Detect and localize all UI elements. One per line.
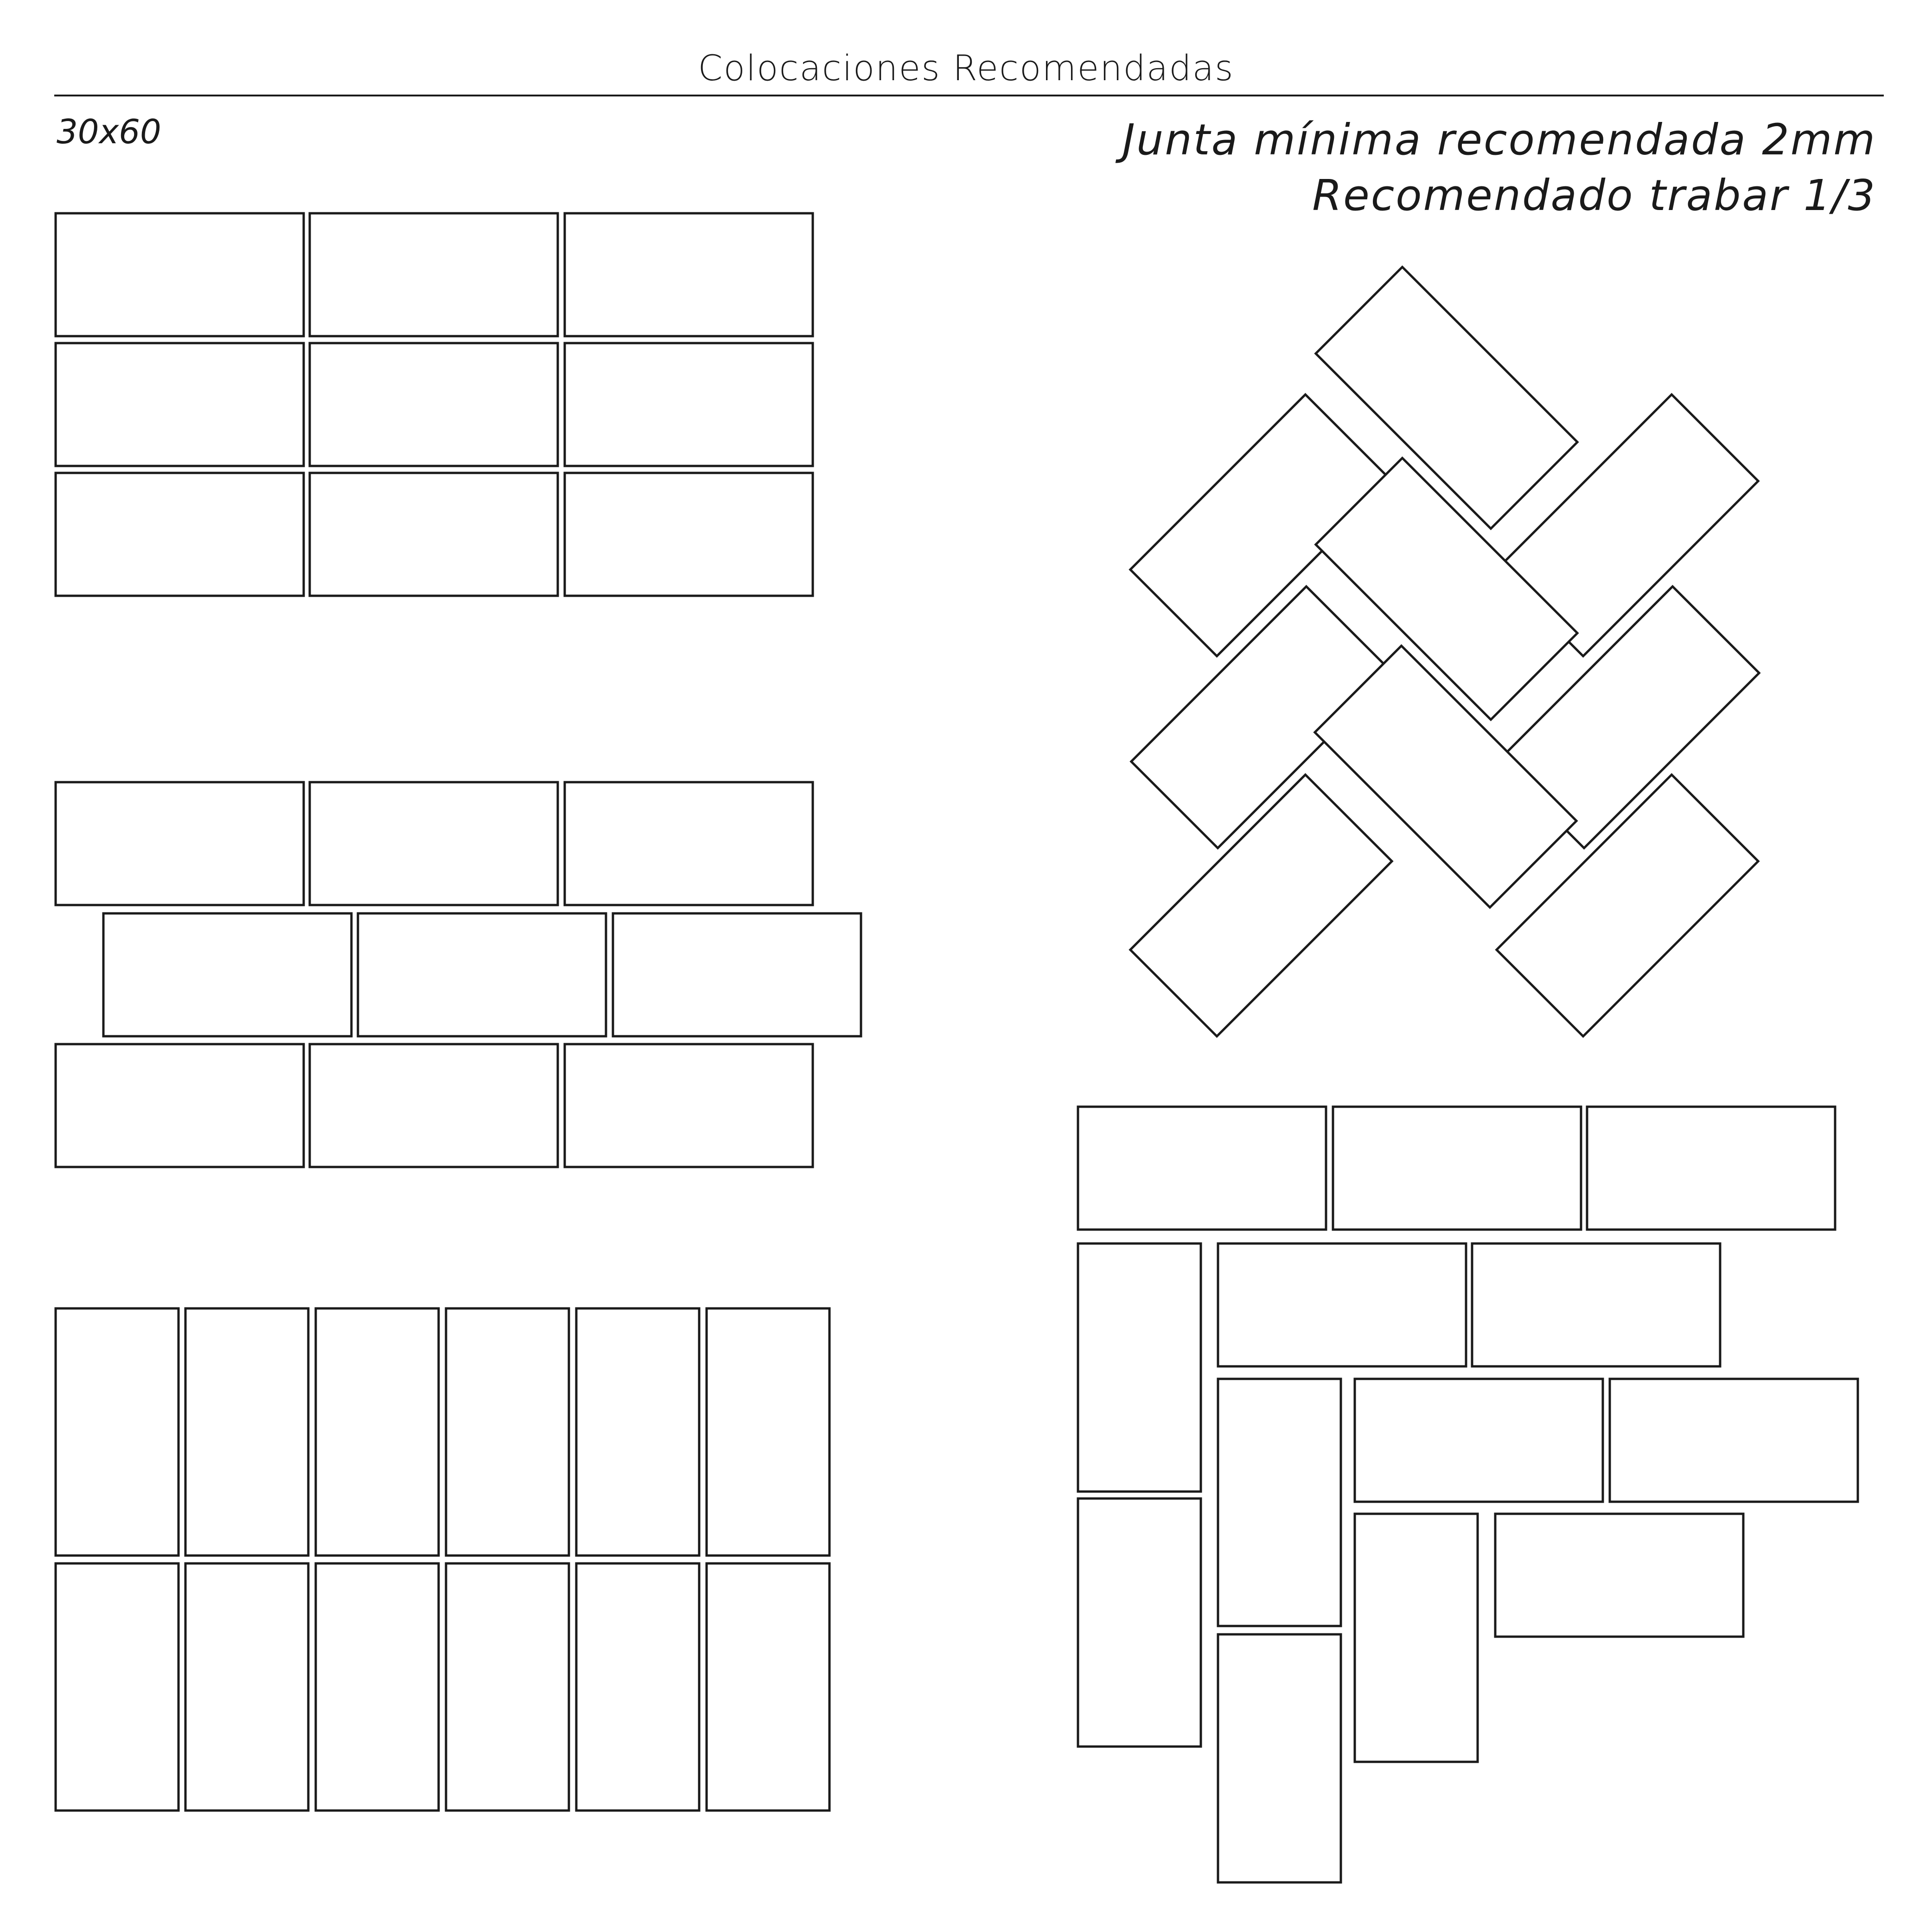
- tile: [316, 1308, 439, 1556]
- tile: [56, 343, 304, 466]
- page-title: Colocaciones Recomendadas: [698, 47, 1234, 89]
- tile: [56, 1308, 179, 1556]
- tile: [707, 1308, 829, 1556]
- tile: [707, 1563, 829, 1811]
- tile: [565, 213, 813, 336]
- tile: [310, 473, 558, 596]
- tile: [56, 213, 304, 336]
- tile: [1218, 1243, 1466, 1366]
- tile: [565, 343, 813, 466]
- tile: [1078, 1107, 1326, 1230]
- tile: [56, 782, 304, 905]
- tile: [1078, 1243, 1201, 1492]
- tile: [1218, 1634, 1341, 1882]
- tile: [613, 913, 861, 1036]
- tile: [185, 1563, 308, 1811]
- tile-size-label: 30x60: [57, 112, 161, 151]
- tile: [56, 1044, 304, 1167]
- tile: [565, 1044, 813, 1167]
- tile: [1610, 1379, 1858, 1502]
- tile: [576, 1308, 699, 1556]
- offset-note: Recomendado trabar 1/3: [1312, 171, 1876, 220]
- tile: [310, 213, 558, 336]
- herringbone-straight-pattern: [1078, 1107, 1858, 1882]
- tile: [446, 1308, 569, 1556]
- tile: [185, 1308, 308, 1556]
- tile: [1078, 1498, 1201, 1747]
- tile: [56, 1563, 179, 1811]
- tile: [310, 343, 558, 466]
- stack-bond-pattern: [56, 213, 813, 596]
- tile: [310, 1044, 558, 1167]
- joint-note: Junta mínima recomendada 2mm: [1122, 115, 1876, 165]
- tile: [1587, 1107, 1835, 1230]
- staggered-bond-pattern: [56, 782, 861, 1167]
- tile: [358, 913, 606, 1036]
- tile: [1218, 1379, 1341, 1626]
- tile: [1333, 1107, 1581, 1230]
- tile: [446, 1563, 569, 1811]
- tile: [310, 782, 558, 905]
- tile: [316, 1563, 439, 1811]
- tile: [565, 782, 813, 905]
- tile: [1472, 1243, 1720, 1366]
- vertical-stack-pattern: [56, 1308, 829, 1811]
- tile: [1355, 1514, 1478, 1762]
- herringbone-45-pattern: [1130, 267, 1759, 1036]
- tile: [103, 913, 351, 1036]
- tile: [56, 473, 304, 596]
- tile: [1355, 1379, 1603, 1502]
- tile: [576, 1563, 699, 1811]
- tile: [1495, 1514, 1743, 1637]
- tile: [1130, 775, 1392, 1036]
- tile: [565, 473, 813, 596]
